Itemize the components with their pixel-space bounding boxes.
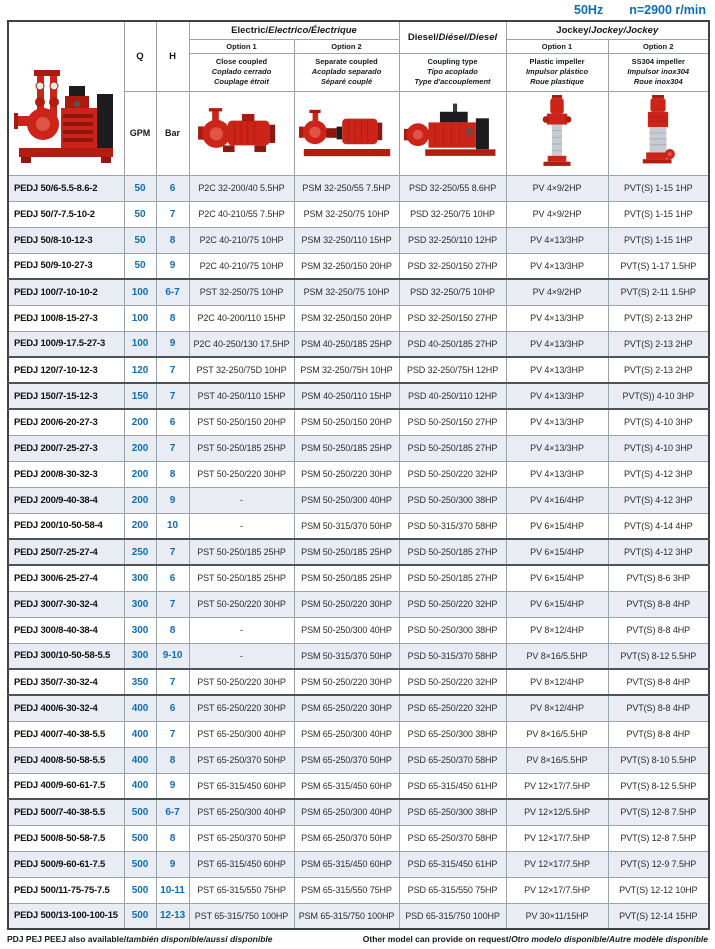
- table-row: [8, 721, 709, 747]
- jockey-option1-cell: PV 6×15/4HP: [506, 565, 608, 591]
- jockey-option2-cell: PVT(S) 1-15 1HP: [608, 201, 709, 227]
- diesel-group-title: Diesel/Diésel/Diesel: [399, 21, 506, 53]
- q-value-cell: 500: [124, 799, 156, 825]
- q-value-cell: 50: [124, 227, 156, 253]
- electric-option2-cell: PSM 50-250/185 25HP: [294, 435, 399, 461]
- jockey-option1-cell: PV 12×17/7.5HP: [506, 877, 608, 903]
- diesel-cell: PSD 32-250/75 10HP: [399, 201, 506, 227]
- jockey-option1-cell: PV 6×15/4HP: [506, 591, 608, 617]
- model-cell: PEDJ 500/7-40-38-5.5: [8, 799, 124, 825]
- model-cell: PEDJ 400/8-50-58-5.5: [8, 747, 124, 773]
- model-cell: PEDJ 50/7-7.5-10-2: [8, 201, 124, 227]
- q-value-cell: 300: [124, 565, 156, 591]
- electric-option1-cell: -: [189, 617, 294, 643]
- diesel-engine-pump-image: [399, 91, 506, 175]
- electric-option1-cell: P2C 40-200/110 15HP: [189, 305, 294, 331]
- electric-option2-cell: PSM 32-250/75H 10HP: [294, 357, 399, 383]
- jockey-option1-cell: PV 6×15/4HP: [506, 513, 608, 539]
- diesel-cell: PSD 65-250/220 32HP: [399, 695, 506, 721]
- table-row: [8, 565, 709, 591]
- electric-option1-cell: -: [189, 487, 294, 513]
- jockey-option2-cell: PVT(S) 8-12 5.5HP: [608, 643, 709, 669]
- electric-option2-cell: PSM 65-250/300 40HP: [294, 721, 399, 747]
- q-value-cell: 150: [124, 383, 156, 409]
- jockey-option2-cell: PVT(S) 4-10 3HP: [608, 409, 709, 435]
- table-row: [8, 513, 709, 539]
- electric-option1-cell: PST 65-250/370 50HP: [189, 825, 294, 851]
- model-cell: PEDJ 300/10-50-58-5.5: [8, 643, 124, 669]
- diesel-cell: PSD 65-250/370 58HP: [399, 747, 506, 773]
- jockey-option2-cell: PVT(S) 8-8 4HP: [608, 669, 709, 695]
- footer-right-note: Other model can provide on request/Otro modelo disponible/Autre modèle disponible: [362, 934, 708, 944]
- model-cell: PEDJ 150/7-15-12-3: [8, 383, 124, 409]
- model-cell: PEDJ 50/8-10-12-3: [8, 227, 124, 253]
- q-value-cell: 500: [124, 903, 156, 929]
- model-cell: PEDJ 200/9-40-38-4: [8, 487, 124, 513]
- h-value-cell: 9-10: [156, 643, 189, 669]
- diesel-cell: PSD 50-250/300 38HP: [399, 487, 506, 513]
- electric-option2-cell: PSM 65-250/220 30HP: [294, 695, 399, 721]
- model-cell: PEDJ 500/13-100-100-15: [8, 903, 124, 929]
- electric-option1-cell: PST 65-250/220 30HP: [189, 695, 294, 721]
- electric-option1-cell: -: [189, 643, 294, 669]
- jockey-option1-cell: PV 4×9/2HP: [506, 201, 608, 227]
- jockey-option2-cell: PVT(S) 2-13 2HP: [608, 331, 709, 357]
- diesel-cell: PSD 32-250/55 8.6HP: [399, 175, 506, 201]
- jockey-option2-cell: PVT(S) 12-14 15HP: [608, 903, 709, 929]
- diesel-cell: PSD 65-250/370 58HP: [399, 825, 506, 851]
- jockey-option1-cell: PV 8×16/5.5HP: [506, 721, 608, 747]
- diesel-cell: PSD 50-250/185 27HP: [399, 565, 506, 591]
- jockey-option1-cell: PV 4×13/3HP: [506, 409, 608, 435]
- table-row: [8, 279, 709, 305]
- q-value-cell: 100: [124, 279, 156, 305]
- jockey-option2-cell: PVT(S) 8-8 4HP: [608, 617, 709, 643]
- table-row: [8, 409, 709, 435]
- electric-option1-label: Option 1: [189, 39, 294, 53]
- electric-option2-cell: PSM 50-250/220 30HP: [294, 591, 399, 617]
- electric-option2-cell: PSM 50-250/185 25HP: [294, 565, 399, 591]
- h-value-cell: 9: [156, 851, 189, 877]
- vertical-pump-plastic-icon: [538, 95, 576, 171]
- jockey-option1-cell: PV 30×11/15HP: [506, 903, 608, 929]
- q-value-cell: 200: [124, 513, 156, 539]
- vertical-multistage-pump-ss304-image: [608, 91, 709, 175]
- speed-label: n=2900 r/min: [629, 3, 706, 17]
- column-header-bar: Bar: [156, 91, 189, 175]
- electric-option1-cell: PST 40-250/110 15HP: [189, 383, 294, 409]
- model-cell: PEDJ 120/7-10-12-3: [8, 357, 124, 383]
- electric-option1-cell: PST 50-250/185 25HP: [189, 565, 294, 591]
- diesel-cell: PSD 65-315/450 61HP: [399, 773, 506, 799]
- electric-option2-cell: PSM 65-315/750 100HP: [294, 903, 399, 929]
- diesel-cell: PSD 50-315/370 58HP: [399, 643, 506, 669]
- diesel-cell: PSD 40-250/110 12HP: [399, 383, 506, 409]
- table-row: [8, 435, 709, 461]
- jockey-option2-cell: PVT(S) 2-11 1.5HP: [608, 279, 709, 305]
- diesel-cell: PSD 50-250/300 38HP: [399, 617, 506, 643]
- h-value-cell: 9: [156, 331, 189, 357]
- h-value-cell: 9: [156, 773, 189, 799]
- diesel-cell: PSD 65-250/300 38HP: [399, 721, 506, 747]
- q-value-cell: 100: [124, 305, 156, 331]
- jockey-option1-cell: PV 8×12/4HP: [506, 617, 608, 643]
- table-row: [8, 799, 709, 825]
- q-value-cell: 50: [124, 201, 156, 227]
- h-value-cell: 6-7: [156, 799, 189, 825]
- spec-table-body: [8, 175, 709, 929]
- h-value-cell: 7: [156, 539, 189, 565]
- q-value-cell: 200: [124, 487, 156, 513]
- jockey-option2-cell: PVT(S) 8-12 5.5HP: [608, 773, 709, 799]
- electric-option1-cell: PST 50-250/220 30HP: [189, 591, 294, 617]
- jockey-option1-cell: PV 12×17/7.5HP: [506, 851, 608, 877]
- q-value-cell: 300: [124, 617, 156, 643]
- model-cell: PEDJ 400/9-60-61-7.5: [8, 773, 124, 799]
- q-value-cell: 100: [124, 331, 156, 357]
- h-value-cell: 9: [156, 487, 189, 513]
- table-row: [8, 227, 709, 253]
- jockey-option2-cell: PVT(S) 8-8 4HP: [608, 721, 709, 747]
- table-row: [8, 383, 709, 409]
- close-coupled-pump-icon: [196, 104, 288, 162]
- h-value-cell: 6: [156, 565, 189, 591]
- electric-option2-cell: PSM 32-250/75 10HP: [294, 201, 399, 227]
- q-value-cell: 50: [124, 253, 156, 279]
- h-value-cell: 7: [156, 669, 189, 695]
- diesel-cell: PSD 50-315/370 58HP: [399, 513, 506, 539]
- diesel-cell: PSD 50-250/150 27HP: [399, 409, 506, 435]
- electric-option2-cell: PSM 50-250/300 40HP: [294, 487, 399, 513]
- electric-option1-cell: PST 50-250/220 30HP: [189, 669, 294, 695]
- jockey-option1-cell: PV 4×13/3HP: [506, 331, 608, 357]
- electric-option1-cell: PST 65-250/370 50HP: [189, 747, 294, 773]
- jockey-option1-cell: PV 4×13/3HP: [506, 305, 608, 331]
- diesel-cell: PSD 65-315/750 100HP: [399, 903, 506, 929]
- electric-option1-cell: P2C 40-210/75 10HP: [189, 253, 294, 279]
- electric-option2-cell: PSM 50-250/150 20HP: [294, 409, 399, 435]
- vertical-pump-ss304-icon: [637, 95, 679, 171]
- diesel-cell: PSD 32-250/110 12HP: [399, 227, 506, 253]
- h-value-cell: 8: [156, 305, 189, 331]
- h-value-cell: 6: [156, 695, 189, 721]
- table-row: [8, 175, 709, 201]
- separate-coupled-desc: Separate coupled Acoplado separado Séparé couplé: [294, 53, 399, 91]
- h-value-cell: 8: [156, 227, 189, 253]
- electric-option2-cell: PSM 65-315/550 75HP: [294, 877, 399, 903]
- table-row: [8, 305, 709, 331]
- jockey-option2-cell: PVT(S) 4-12 3HP: [608, 461, 709, 487]
- diesel-cell: PSD 50-250/220 32HP: [399, 669, 506, 695]
- h-value-cell: 9: [156, 253, 189, 279]
- electric-option2-cell: PSM 32-250/150 20HP: [294, 305, 399, 331]
- h-value-cell: 7: [156, 383, 189, 409]
- electric-option2-cell: PSM 65-315/450 60HP: [294, 773, 399, 799]
- table-row: [8, 825, 709, 851]
- diesel-cell: PSD 50-250/220 32HP: [399, 461, 506, 487]
- model-cell: PEDJ 300/6-25-27-4: [8, 565, 124, 591]
- model-cell: PEDJ 200/7-25-27-3: [8, 435, 124, 461]
- jockey-option2-label: Option 2: [608, 39, 709, 53]
- model-cell: PEDJ 400/6-30-32-4: [8, 695, 124, 721]
- h-value-cell: 6: [156, 175, 189, 201]
- electric-option2-cell: PSM 40-250/110 15HP: [294, 383, 399, 409]
- model-cell: PEDJ 100/9-17.5-27-3: [8, 331, 124, 357]
- jockey-option2-cell: PVT(S) 1-15 1HP: [608, 227, 709, 253]
- plastic-impeller-desc: Plastic impeller Impulsor plástico Roue plastique: [506, 53, 608, 91]
- electric-option1-cell: PST 50-250/220 30HP: [189, 461, 294, 487]
- h-value-cell: 8: [156, 825, 189, 851]
- h-value-cell: 8: [156, 617, 189, 643]
- electric-option2-cell: PSM 65-250/370 50HP: [294, 825, 399, 851]
- table-row: [8, 773, 709, 799]
- electric-option2-label: Option 2: [294, 39, 399, 53]
- table-row: [8, 539, 709, 565]
- q-value-cell: 250: [124, 539, 156, 565]
- jockey-option1-cell: PV 4×13/3HP: [506, 435, 608, 461]
- table-row: [8, 617, 709, 643]
- jockey-option2-cell: PVT(S) 2-13 2HP: [608, 357, 709, 383]
- jockey-option1-label: Option 1: [506, 39, 608, 53]
- close-coupled-pump-image: [189, 91, 294, 175]
- separate-coupled-pump-image: [294, 91, 399, 175]
- electric-option1-cell: PST 65-315/450 60HP: [189, 773, 294, 799]
- q-value-cell: 400: [124, 721, 156, 747]
- diesel-engine-pump-icon: [404, 103, 502, 163]
- electric-option1-cell: PST 65-315/550 75HP: [189, 877, 294, 903]
- electric-option1-cell: PST 65-250/300 40HP: [189, 721, 294, 747]
- jockey-option1-cell: PV 4×13/3HP: [506, 227, 608, 253]
- model-cell: PEDJ 250/7-25-27-4: [8, 539, 124, 565]
- table-row: [8, 201, 709, 227]
- jockey-option1-cell: PV 4×13/3HP: [506, 461, 608, 487]
- table-row: [8, 877, 709, 903]
- jockey-option1-cell: PV 8×16/5.5HP: [506, 747, 608, 773]
- h-value-cell: 7: [156, 721, 189, 747]
- table-row: [8, 487, 709, 513]
- model-cell: PEDJ 300/8-40-38-4: [8, 617, 124, 643]
- table-row: [8, 643, 709, 669]
- electric-option1-cell: P2C 40-210/55 7.5HP: [189, 201, 294, 227]
- model-cell: PEDJ 50/6-5.5-8.6-2: [8, 175, 124, 201]
- jockey-option1-cell: PV 4×16/4HP: [506, 487, 608, 513]
- close-coupled-desc: Close coupled Coplado cerrado Couplage étroit: [189, 53, 294, 91]
- electric-option1-cell: PST 32-250/75D 10HP: [189, 357, 294, 383]
- h-value-cell: 7: [156, 357, 189, 383]
- q-value-cell: 300: [124, 643, 156, 669]
- electric-option2-cell: PSM 50-250/185 25HP: [294, 539, 399, 565]
- jockey-option2-cell: PVT(S) 12-9 7.5HP: [608, 851, 709, 877]
- q-value-cell: 200: [124, 435, 156, 461]
- electric-option1-cell: PST 32-250/75 10HP: [189, 279, 294, 305]
- jockey-option2-cell: PVT(S) 12-8 7.5HP: [608, 825, 709, 851]
- electric-option2-cell: PSM 50-250/220 30HP: [294, 669, 399, 695]
- model-cell: PEDJ 50/9-10-27-3: [8, 253, 124, 279]
- jockey-group-title: Jockey/Jockey/Jockey: [506, 21, 709, 39]
- q-value-cell: 400: [124, 773, 156, 799]
- q-value-cell: 120: [124, 357, 156, 383]
- jockey-option2-cell: PVT(S) 8-6 3HP: [608, 565, 709, 591]
- h-value-cell: 10-11: [156, 877, 189, 903]
- model-cell: PEDJ 350/7-30-32-4: [8, 669, 124, 695]
- diesel-cell: PSD 32-250/150 27HP: [399, 305, 506, 331]
- table-row: [8, 747, 709, 773]
- q-value-cell: 200: [124, 461, 156, 487]
- electric-option2-cell: PSM 65-250/300 40HP: [294, 799, 399, 825]
- diesel-cell: PSD 50-250/185 27HP: [399, 435, 506, 461]
- electric-option1-cell: PST 50-250/185 25HP: [189, 539, 294, 565]
- diesel-cell: PSD 65-315/450 61HP: [399, 851, 506, 877]
- electric-option1-cell: PST 65-250/300 40HP: [189, 799, 294, 825]
- table-row: [8, 461, 709, 487]
- h-value-cell: 6: [156, 409, 189, 435]
- jockey-option2-cell: PVT(S) 8-8 4HP: [608, 591, 709, 617]
- table-row: [8, 357, 709, 383]
- vertical-multistage-pump-plastic-image: [506, 91, 608, 175]
- h-value-cell: 10: [156, 513, 189, 539]
- q-value-cell: 400: [124, 747, 156, 773]
- electric-option2-cell: PSM 50-250/300 40HP: [294, 617, 399, 643]
- jockey-option2-cell: PVT(S) 12-8 7.5HP: [608, 799, 709, 825]
- diesel-cell: PSD 32-250/150 27HP: [399, 253, 506, 279]
- electric-option1-cell: PST 50-250/150 20HP: [189, 409, 294, 435]
- diesel-cell: PSD 32-250/75H 12HP: [399, 357, 506, 383]
- table-row: [8, 591, 709, 617]
- electric-option2-cell: PSM 50-250/220 30HP: [294, 461, 399, 487]
- table-header: [8, 21, 709, 175]
- coupling-type-desc: Coupling type Tipo acoplado Type d'accouplement: [399, 53, 506, 91]
- electric-option2-cell: PSM 40-250/185 25HP: [294, 331, 399, 357]
- electric-option2-cell: PSM 32-250/75 10HP: [294, 279, 399, 305]
- jockey-option1-cell: PV 4×9/2HP: [506, 175, 608, 201]
- column-header-gpm: GPM: [124, 91, 156, 175]
- ss304-impeller-desc: SS304 impeller Impulsor inox304 Roue inox304: [608, 53, 709, 91]
- diesel-cell: PSD 40-250/185 27HP: [399, 331, 506, 357]
- diesel-cell: PSD 50-250/185 27HP: [399, 539, 506, 565]
- diesel-cell: PSD 65-315/550 75HP: [399, 877, 506, 903]
- electric-option1-cell: P2C 40-250/130 17.5HP: [189, 331, 294, 357]
- electric-option1-cell: PST 50-250/185 25HP: [189, 435, 294, 461]
- jockey-option2-cell: PVT(S) 2-13 2HP: [608, 305, 709, 331]
- diesel-cell: PSD 50-250/220 32HP: [399, 591, 506, 617]
- electric-option2-cell: PSM 32-250/55 7.5HP: [294, 175, 399, 201]
- jockey-option2-cell: PVT(S) 12-12 10HP: [608, 877, 709, 903]
- h-value-cell: 7: [156, 201, 189, 227]
- jockey-option2-cell: PVT(S) 8-10 5.5HP: [608, 747, 709, 773]
- model-cell: PEDJ 300/7-30-32-4: [8, 591, 124, 617]
- jockey-option2-cell: PVT(S) 1-15 1HP: [608, 175, 709, 201]
- model-cell: PEDJ 200/10-50-58-4: [8, 513, 124, 539]
- footer-notes: [7, 930, 708, 948]
- frequency-speed-header: [7, 2, 708, 18]
- model-cell: PEDJ 100/7-10-10-2: [8, 279, 124, 305]
- q-value-cell: 50: [124, 175, 156, 201]
- jockey-option1-cell: PV 8×12/4HP: [506, 695, 608, 721]
- h-value-cell: 6-7: [156, 279, 189, 305]
- electric-option2-cell: PSM 32-250/150 20HP: [294, 253, 399, 279]
- q-value-cell: 350: [124, 669, 156, 695]
- jockey-option2-cell: PVT(S) 4-14 4HP: [608, 513, 709, 539]
- electric-option1-cell: P2C 40-210/75 10HP: [189, 227, 294, 253]
- jockey-option2-cell: PVT(S)) 4-10 3HP: [608, 383, 709, 409]
- table-row: [8, 851, 709, 877]
- jockey-option2-cell: PVT(S) 1-17 1.5HP: [608, 253, 709, 279]
- electric-option1-cell: PST 65-315/750 100HP: [189, 903, 294, 929]
- jockey-option1-cell: PV 8×12/4HP: [506, 669, 608, 695]
- q-value-cell: 500: [124, 877, 156, 903]
- footer-left-note: PDJ PEJ PEEJ also available/también disponible/aussi disponible: [7, 934, 273, 944]
- separate-coupled-pump-icon: [299, 104, 395, 162]
- h-value-cell: 8: [156, 747, 189, 773]
- electric-option2-cell: PSM 32-250/110 15HP: [294, 227, 399, 253]
- model-cell: PEDJ 200/6-20-27-3: [8, 409, 124, 435]
- pump-set-illustration: [13, 24, 119, 172]
- table-row: [8, 331, 709, 357]
- diesel-cell: PSD 32-250/75 10HP: [399, 279, 506, 305]
- model-cell: PEDJ 200/8-30-32-3: [8, 461, 124, 487]
- jockey-option1-cell: PV 4×9/2HP: [506, 279, 608, 305]
- diesel-cell: PSD 65-250/300 38HP: [399, 799, 506, 825]
- h-value-cell: 8: [156, 461, 189, 487]
- jockey-option2-cell: PVT(S) 4-12 3HP: [608, 539, 709, 565]
- jockey-option1-cell: PV 12×17/7.5HP: [506, 825, 608, 851]
- jockey-option2-cell: PVT(S) 8-8 4HP: [608, 695, 709, 721]
- jockey-option2-cell: PVT(S) 4-12 3HP: [608, 487, 709, 513]
- h-value-cell: 12-13: [156, 903, 189, 929]
- q-value-cell: 300: [124, 591, 156, 617]
- model-cell: PEDJ 500/11-75-75-7.5: [8, 877, 124, 903]
- jockey-option1-cell: PV 12×12/5.5HP: [506, 799, 608, 825]
- column-header-q: Q: [124, 21, 156, 91]
- table-row: [8, 253, 709, 279]
- electric-option2-cell: PSM 50-315/370 50HP: [294, 643, 399, 669]
- model-cell: PEDJ 400/7-40-38-5.5: [8, 721, 124, 747]
- pump-spec-table: [7, 20, 710, 930]
- jockey-option1-cell: PV 12×17/7.5HP: [506, 773, 608, 799]
- h-value-cell: 7: [156, 435, 189, 461]
- electric-option2-cell: PSM 65-315/450 60HP: [294, 851, 399, 877]
- q-value-cell: 500: [124, 851, 156, 877]
- jockey-option1-cell: PV 4×13/3HP: [506, 383, 608, 409]
- q-value-cell: 400: [124, 695, 156, 721]
- q-value-cell: 200: [124, 409, 156, 435]
- q-value-cell: 500: [124, 825, 156, 851]
- electric-option1-cell: PST 65-315/450 60HP: [189, 851, 294, 877]
- electric-option2-cell: PSM 65-250/370 50HP: [294, 747, 399, 773]
- electric-option2-cell: PSM 50-315/370 50HP: [294, 513, 399, 539]
- h-value-cell: 7: [156, 591, 189, 617]
- diesel-fire-pump-set-image: [8, 21, 124, 175]
- model-cell: PEDJ 100/8-15-27-3: [8, 305, 124, 331]
- jockey-option1-cell: PV 4×13/3HP: [506, 357, 608, 383]
- electric-option1-cell: -: [189, 513, 294, 539]
- model-cell: PEDJ 500/8-50-58-7.5: [8, 825, 124, 851]
- electric-option1-cell: P2C 32-200/40 5.5HP: [189, 175, 294, 201]
- electric-group-title: Electric/Electrico/Électrique: [189, 21, 399, 39]
- column-header-h: H: [156, 21, 189, 91]
- frequency-label: 50Hz: [574, 3, 604, 17]
- jockey-option1-cell: PV 4×13/3HP: [506, 253, 608, 279]
- table-row: [8, 669, 709, 695]
- jockey-option1-cell: PV 8×16/5.5HP: [506, 643, 608, 669]
- model-cell: PEDJ 500/9-60-61-7.5: [8, 851, 124, 877]
- jockey-option2-cell: PVT(S) 4-10 3HP: [608, 435, 709, 461]
- jockey-option1-cell: PV 6×15/4HP: [506, 539, 608, 565]
- table-row: [8, 903, 709, 929]
- table-row: [8, 695, 709, 721]
